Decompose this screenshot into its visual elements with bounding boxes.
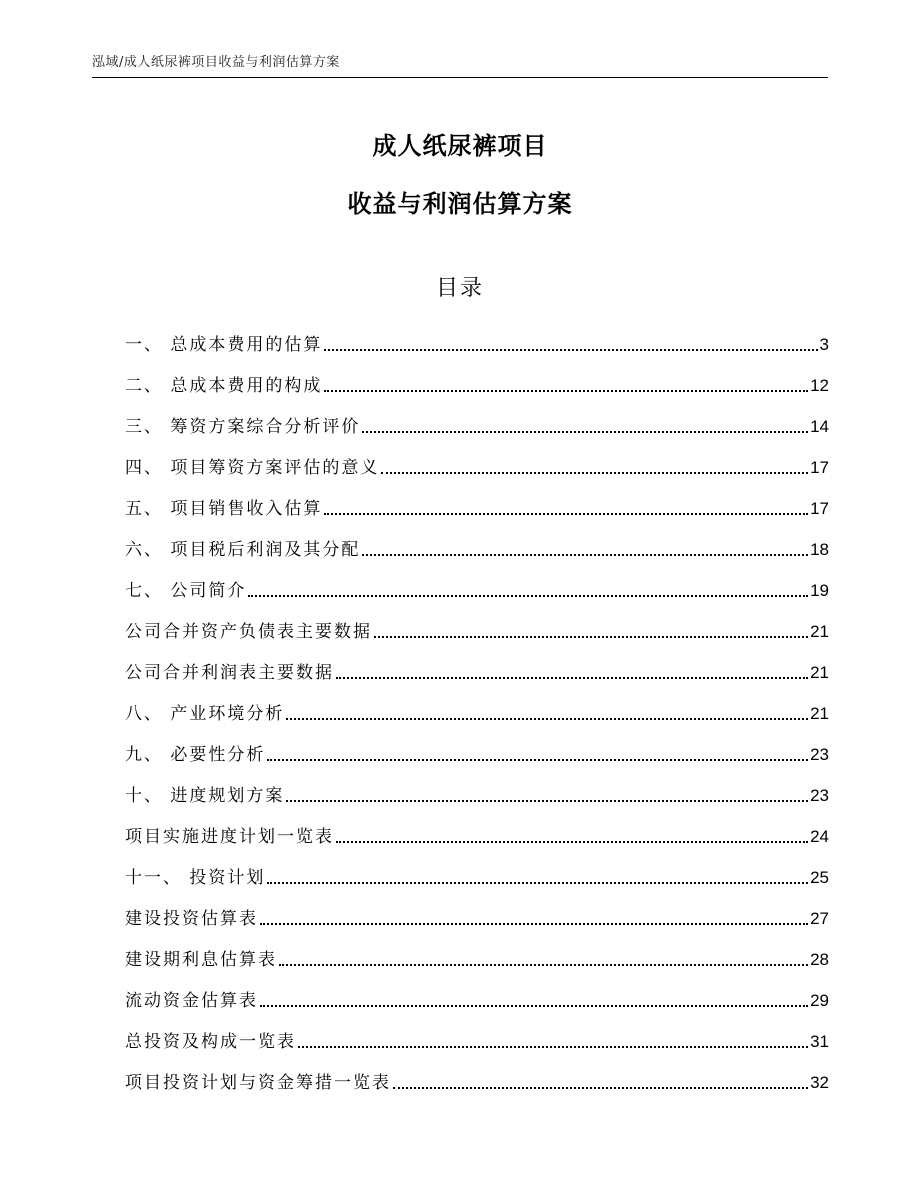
toc-entry-page-number: 24 — [810, 827, 829, 846]
toc-entry-title: 九、 必要性分析 — [125, 745, 266, 765]
toc-entry[interactable] — [125, 486, 829, 527]
toc-entry[interactable] — [125, 363, 829, 404]
toc-dot-leader — [260, 1005, 808, 1007]
toc-entry[interactable] — [125, 650, 829, 691]
toc-entry[interactable] — [125, 691, 829, 732]
toc-entry-title: 三、 筹资方案综合分析评价 — [125, 417, 361, 437]
toc-entry-title: 八、 产业环境分析 — [125, 704, 285, 724]
toc-entry-page-number: 18 — [810, 540, 829, 559]
toc-entry[interactable] — [125, 1019, 829, 1060]
toc-entry-page-number: 29 — [810, 991, 829, 1010]
toc-entry[interactable] — [125, 732, 829, 773]
document-title-line-1: 成人纸尿裤项目 — [372, 132, 548, 160]
toc-entry-page-number: 21 — [810, 622, 829, 641]
toc-dot-leader — [393, 1087, 808, 1089]
toc-heading: 目录 — [435, 276, 484, 301]
toc-entry[interactable] — [125, 896, 829, 937]
toc-entry-page-number: 23 — [810, 745, 829, 764]
toc-dot-leader — [374, 636, 808, 638]
toc-entry-page-number: 19 — [810, 581, 829, 600]
toc-entry-title: 项目投资计划与资金筹措一览表 — [125, 1073, 391, 1093]
toc-dot-leader — [362, 554, 808, 556]
toc-dot-leader — [324, 349, 817, 351]
toc-entry[interactable] — [125, 1060, 829, 1101]
toc-entry-page-number: 32 — [810, 1073, 829, 1092]
toc-entry-page-number: 17 — [810, 458, 829, 477]
toc-entry[interactable] — [125, 527, 829, 568]
running-header: 泓域/成人纸尿裤项目收益与利润估算方案 — [92, 55, 340, 70]
toc-entry[interactable] — [125, 855, 829, 896]
toc-dot-leader — [286, 800, 808, 802]
toc-entry-title: 流动资金估算表 — [125, 991, 258, 1011]
toc-entry-title: 十、 进度规划方案 — [125, 786, 285, 806]
toc-entry-title: 七、 公司简介 — [125, 581, 247, 601]
toc-dot-leader — [286, 718, 808, 720]
toc-dot-leader — [324, 513, 808, 515]
toc-entry[interactable] — [125, 568, 829, 609]
toc-dot-leader — [267, 882, 808, 884]
toc-entry-page-number: 14 — [810, 417, 829, 436]
toc-entry-page-number: 17 — [810, 499, 829, 518]
toc-dot-leader — [279, 964, 808, 966]
toc-dot-leader — [260, 923, 808, 925]
toc-entry[interactable] — [125, 814, 829, 855]
toc-entry-title: 二、 总成本费用的构成 — [125, 376, 323, 396]
toc-entry-title: 十一、 投资计划 — [125, 868, 266, 888]
toc-entry-page-number: 28 — [810, 950, 829, 969]
toc-entry[interactable] — [125, 937, 829, 978]
toc-dot-leader — [336, 677, 808, 679]
toc-entry-title: 四、 项目筹资方案评估的意义 — [125, 458, 380, 478]
toc-entry-page-number: 12 — [810, 376, 829, 395]
toc-entry-title: 总投资及构成一览表 — [125, 1032, 296, 1052]
toc-dot-leader — [336, 841, 808, 843]
toc-entry[interactable] — [125, 609, 829, 650]
toc-entry-title: 六、 项目税后利润及其分配 — [125, 540, 361, 560]
toc-dot-leader — [298, 1046, 808, 1048]
toc-entry-title: 一、 总成本费用的估算 — [125, 335, 323, 355]
toc-entry[interactable] — [125, 404, 829, 445]
toc-entry-page-number: 21 — [810, 663, 829, 682]
toc-entry[interactable] — [125, 322, 829, 363]
toc-entry[interactable] — [125, 978, 829, 1019]
toc-entry-title: 项目实施进度计划一览表 — [125, 827, 334, 847]
toc-dot-leader — [248, 595, 808, 597]
toc-entry-title: 五、 项目销售收入估算 — [125, 499, 323, 519]
toc-dot-leader — [381, 472, 808, 474]
toc-entry-page-number: 25 — [810, 868, 829, 887]
toc-entry-page-number: 31 — [810, 1032, 829, 1051]
toc-entry[interactable] — [125, 445, 829, 486]
toc-entry-title: 公司合并资产负债表主要数据 — [125, 622, 372, 642]
toc-dot-leader — [324, 390, 808, 392]
toc-dot-leader — [362, 431, 808, 433]
toc-entry-page-number: 23 — [810, 786, 829, 805]
table-of-contents — [125, 322, 829, 1101]
toc-entry-page-number: 27 — [810, 909, 829, 928]
toc-entry-page-number: 3 — [819, 335, 829, 354]
header-divider — [92, 77, 828, 78]
document-title-line-2: 收益与利润估算方案 — [347, 190, 573, 218]
toc-entry[interactable] — [125, 773, 829, 814]
toc-entry-title: 建设期利息估算表 — [125, 950, 277, 970]
toc-entry-title: 建设投资估算表 — [125, 909, 258, 929]
toc-entry-title: 公司合并利润表主要数据 — [125, 663, 334, 683]
toc-dot-leader — [267, 759, 808, 761]
toc-entry-page-number: 21 — [810, 704, 829, 723]
